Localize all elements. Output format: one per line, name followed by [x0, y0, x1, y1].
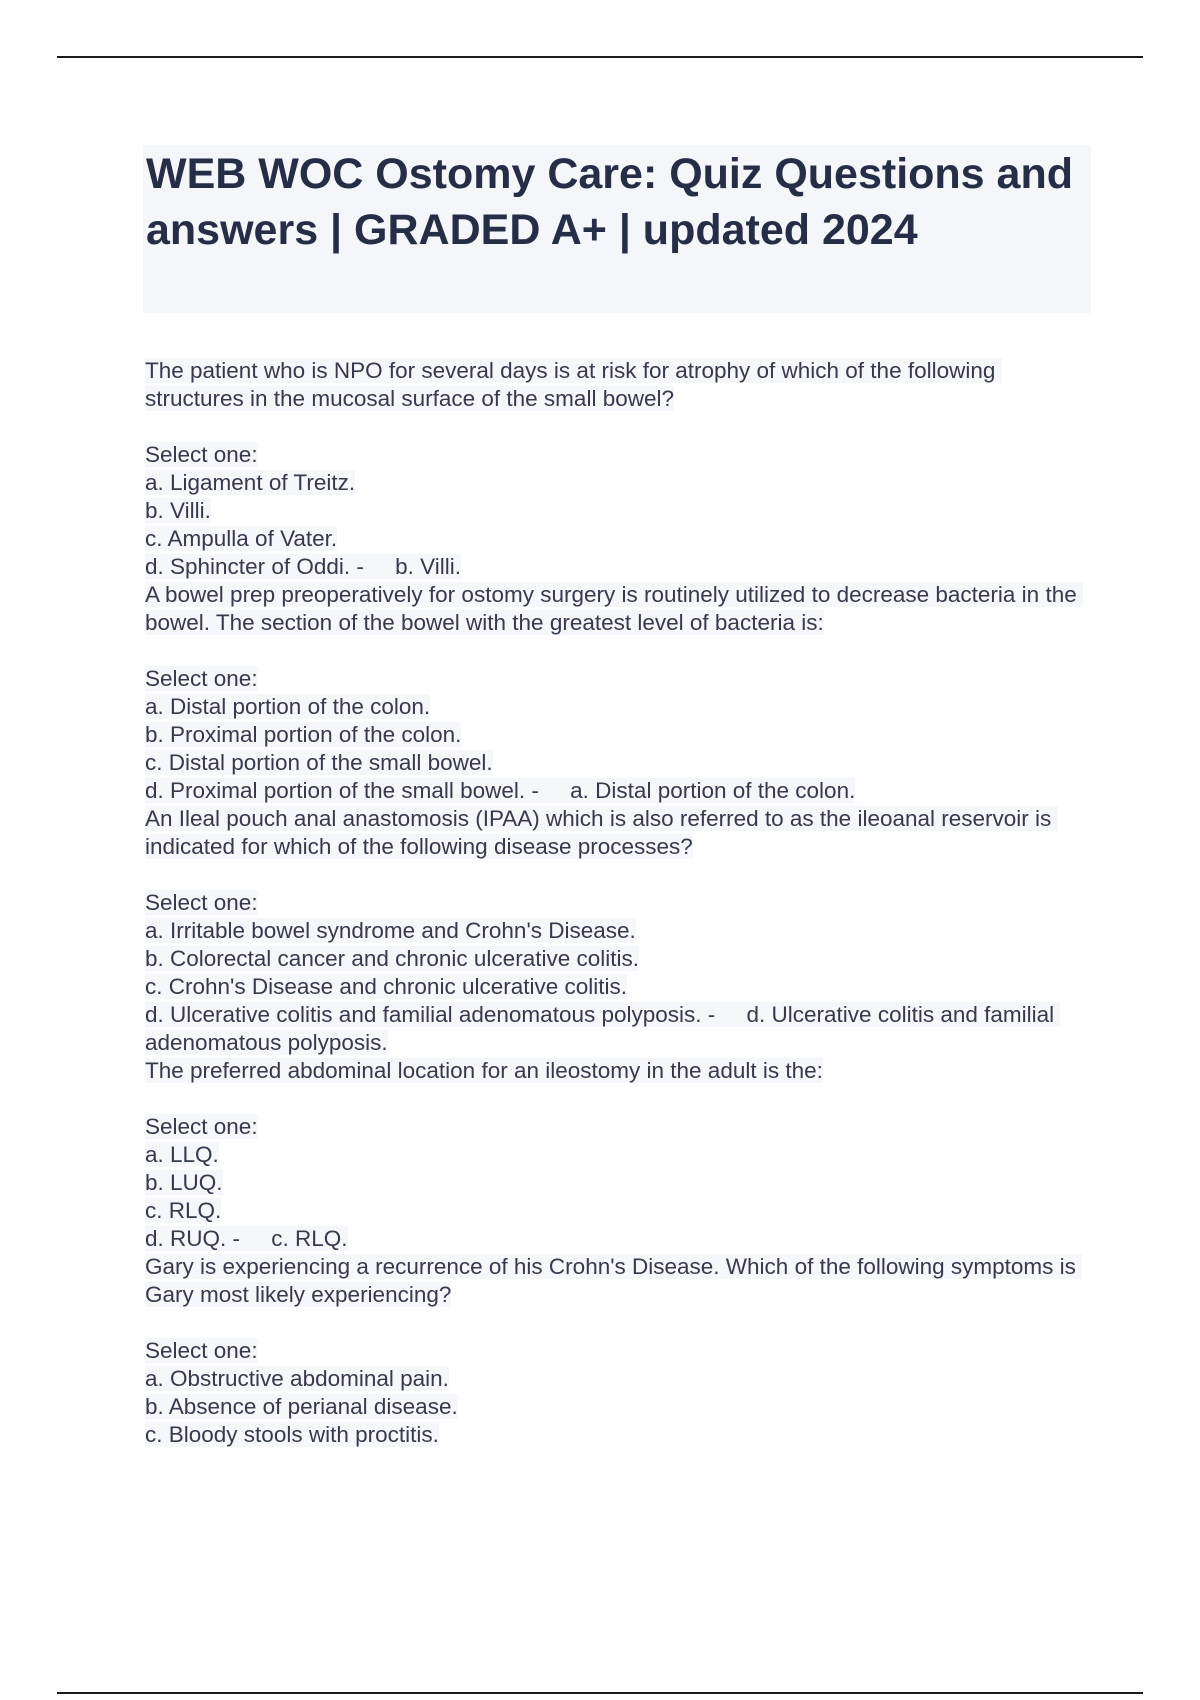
quiz-content: [145, 357, 1095, 1449]
answer-option: a. Irritable bowel syndrome and Crohn's Disease.: [145, 918, 636, 943]
answer-option: c. Distal portion of the small bowel.: [145, 750, 493, 775]
select-label: Select one:: [145, 1114, 258, 1139]
select-label: Select one:: [145, 890, 258, 915]
question-prompt: A bowel prep preoperatively for ostomy surgery is routinely utilized to decrease bacteria in the bowel. The section of the bowel with the greatest level of bacteria is:: [145, 582, 1083, 635]
answer-option: c. Bloody stools with proctitis.: [145, 1422, 439, 1447]
question-prompt: The preferred abdominal location for an ileostomy in the adult is the:: [145, 1058, 823, 1083]
question-prompt: Gary is experiencing a recurrence of his Crohn's Disease. Which of the following symptoms is Gary most likely experiencing?: [145, 1254, 1083, 1307]
select-label: Select one:: [145, 666, 258, 691]
answer-option: a. Ligament of Treitz.: [145, 470, 356, 495]
answer-option: c. Ampulla of Vater.: [145, 526, 338, 551]
header-rule: [57, 56, 1143, 58]
spacer: [145, 861, 1095, 889]
spacer: [145, 1085, 1095, 1113]
answer-option: b. Villi.: [145, 498, 211, 523]
answer-option: a. Obstructive abdominal pain.: [145, 1366, 449, 1391]
answer-option-with-key: d. Proximal portion of the small bowel. - a. Distal portion of the colon.: [145, 778, 856, 803]
select-label: Select one:: [145, 442, 258, 467]
spacer: [145, 637, 1095, 665]
answer-option: c. Crohn's Disease and chronic ulcerative colitis.: [145, 974, 628, 999]
answer-option-with-key: d. Sphincter of Oddi. - b. Villi.: [145, 554, 461, 579]
answer-option: b. Proximal portion of the colon.: [145, 722, 462, 747]
question-prompt: The patient who is NPO for several days is at risk for atrophy of which of the following structures in the mucosal surface of the small bowel?: [145, 358, 1002, 411]
answer-option: b. LUQ.: [145, 1170, 223, 1195]
select-label: Select one:: [145, 1338, 258, 1363]
document-title: WEB WOC Ostomy Care: Quiz Questions and answers | GRADED A+ | updated 2024: [146, 150, 1073, 254]
spacer: [145, 413, 1095, 441]
answer-option: a. LLQ.: [145, 1142, 219, 1167]
answer-option: b. Colorectal cancer and chronic ulcerative colitis.: [145, 946, 639, 971]
spacer: [145, 1309, 1095, 1337]
answer-option: a. Distal portion of the colon.: [145, 694, 431, 719]
answer-option-with-key: d. Ulcerative colitis and familial adenomatous polyposis. - d. Ulcerative colitis and familial adenomatous polyposis.: [145, 1002, 1061, 1055]
answer-option-with-key: d. RUQ. - c. RLQ.: [145, 1226, 348, 1251]
footer-rule: [57, 1692, 1143, 1694]
question-prompt: An Ileal pouch anal anastomosis (IPAA) which is also referred to as the ileoanal reservoir is indicated for which of the following disease processes?: [145, 806, 1058, 859]
answer-option: c. RLQ.: [145, 1198, 222, 1223]
answer-option: b. Absence of perianal disease.: [145, 1394, 458, 1419]
